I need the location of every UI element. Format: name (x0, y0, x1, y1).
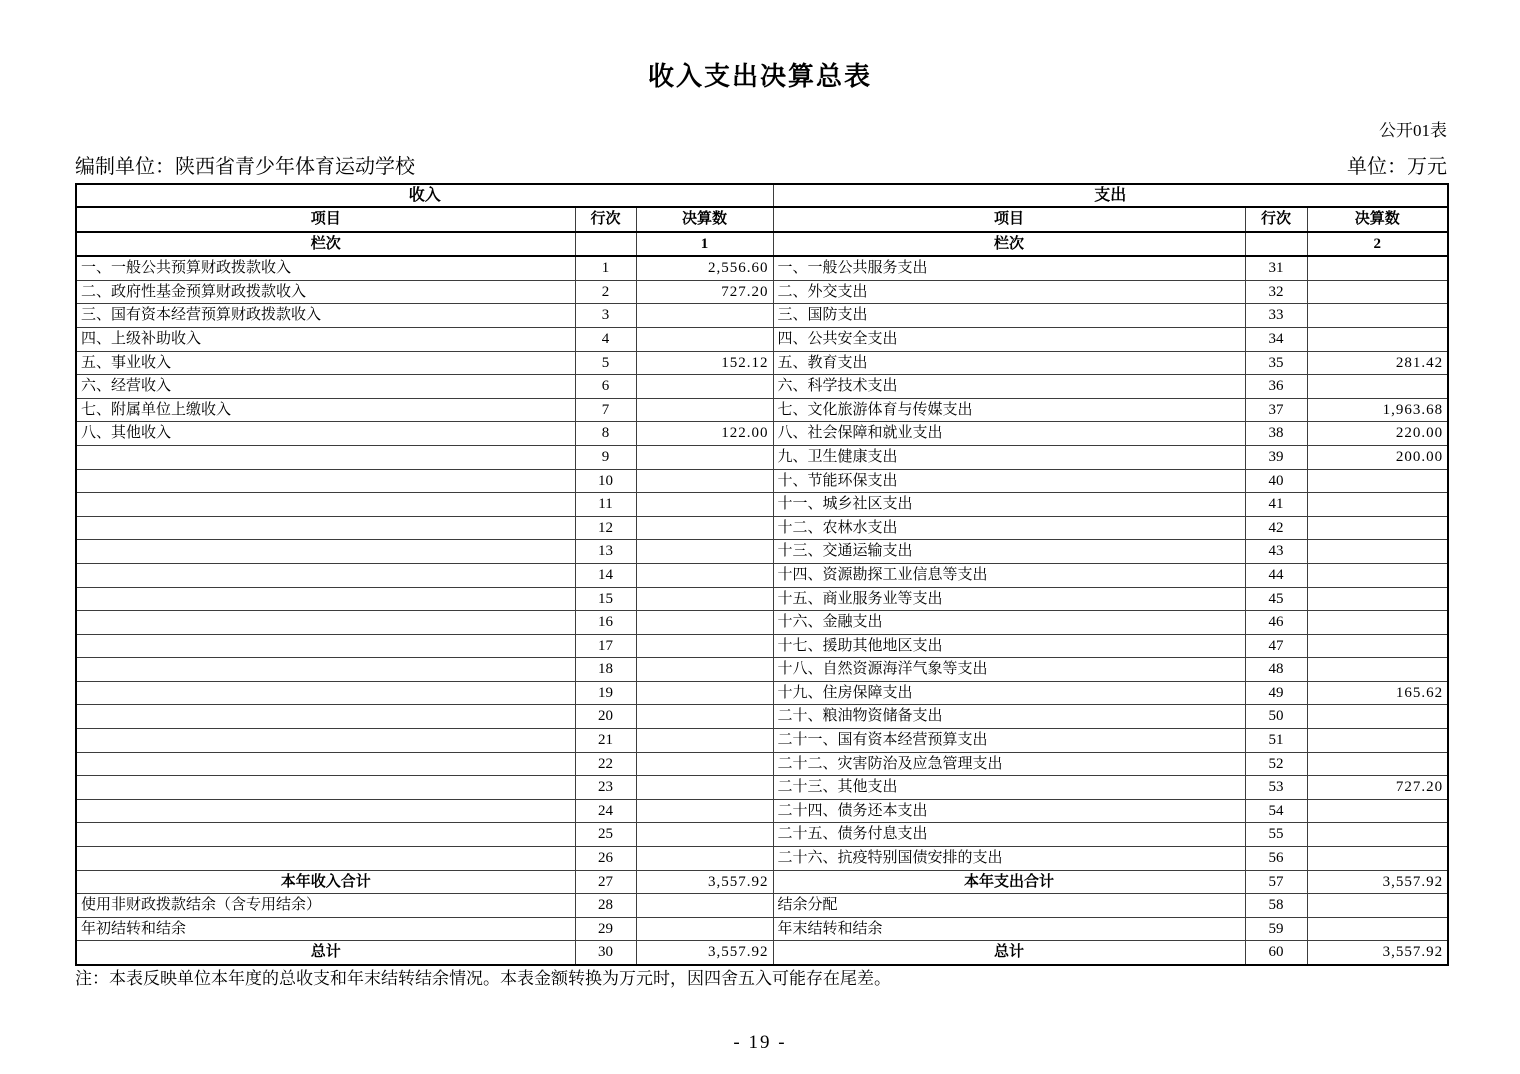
income-item-cell: 总计 (76, 941, 575, 965)
expense-rowno-cell: 43 (1245, 540, 1307, 564)
expense-rowno-cell: 33 (1245, 304, 1307, 328)
expense-item-cell: 本年支出合计 (773, 870, 1245, 894)
table-body (76, 256, 1448, 965)
income-rowno-cell: 16 (575, 611, 636, 635)
expense-item-cell: 七、文化旅游体育与传媒支出 (773, 398, 1245, 422)
income-item-cell: 五、事业收入 (76, 351, 575, 375)
expense-amount-cell (1307, 894, 1448, 918)
expense-item-cell: 二十六、抗疫特别国债安排的支出 (773, 847, 1245, 871)
table-row (76, 493, 1448, 517)
expense-rowno-cell: 60 (1245, 941, 1307, 965)
income-rowno-cell: 17 (575, 634, 636, 658)
income-amount-cell (636, 894, 773, 918)
expense-rowno-cell: 52 (1245, 752, 1307, 776)
expense-amount-cell (1307, 847, 1448, 871)
expense-rowno-cell: 39 (1245, 445, 1307, 469)
table-row (76, 327, 1448, 351)
income-item-cell (76, 493, 575, 517)
table-row (76, 540, 1448, 564)
table-row (76, 375, 1448, 399)
income-item-cell: 三、国有资本经营预算财政拨款收入 (76, 304, 575, 328)
income-item-cell: 一、一般公共预算财政拨款收入 (76, 256, 575, 280)
income-item-cell: 二、政府性基金预算财政拨款收入 (76, 280, 575, 304)
table-row (76, 894, 1448, 918)
table-row (76, 658, 1448, 682)
income-item-cell (76, 634, 575, 658)
expense-amount-cell (1307, 516, 1448, 540)
prepared-by-label: 编制单位：陕西省青少年体育运动学校 (75, 156, 415, 178)
income-rowno-cell: 14 (575, 563, 636, 587)
income-section-header: 收入 (76, 184, 773, 207)
income-amount-cell: 727.20 (636, 280, 773, 304)
income-amount-cell (636, 304, 773, 328)
income-amount-cell (636, 563, 773, 587)
expense-amount-cell (1307, 658, 1448, 682)
expense-item-cell: 十二、农林水支出 (773, 516, 1245, 540)
table-row (76, 776, 1448, 800)
expense-rowno-cell: 44 (1245, 563, 1307, 587)
income-rowno-cell: 27 (575, 870, 636, 894)
income-rowno-cell: 25 (575, 823, 636, 847)
income-lanci-rowno-cell (575, 232, 636, 257)
expense-item-cell: 二、外交支出 (773, 280, 1245, 304)
table-row (76, 516, 1448, 540)
income-rowno-cell: 4 (575, 327, 636, 351)
column-index-row (76, 232, 1448, 257)
income-item-cell (76, 563, 575, 587)
expense-item-cell: 十七、援助其他地区支出 (773, 634, 1245, 658)
income-amount-cell: 122.00 (636, 422, 773, 446)
income-amount-cell: 2,556.60 (636, 256, 773, 280)
expense-rowno-cell: 45 (1245, 587, 1307, 611)
footnote: 注：本表反映单位本年度的总收支和年末结转结余情况。本表金额转换为万元时，因四舍五入可能存在尾差。 (75, 969, 891, 988)
expense-amount-cell (1307, 327, 1448, 351)
expense-item-cell: 十、节能环保支出 (773, 469, 1245, 493)
expense-amount-cell: 200.00 (1307, 445, 1448, 469)
table-row (76, 422, 1448, 446)
income-rowno-cell: 10 (575, 469, 636, 493)
income-item-cell (76, 469, 575, 493)
expense-amount-cell (1307, 799, 1448, 823)
expense-rowno-cell: 56 (1245, 847, 1307, 871)
accounts-table (75, 183, 1449, 966)
expense-rowno-cell: 41 (1245, 493, 1307, 517)
income-item-cell (76, 752, 575, 776)
expense-rowno-cell: 46 (1245, 611, 1307, 635)
expense-rowno-cell: 57 (1245, 870, 1307, 894)
income-item-cell (76, 847, 575, 871)
income-amount-cell (636, 327, 773, 351)
income-amount-cell (636, 611, 773, 635)
expense-amount-cell (1307, 493, 1448, 517)
table-row (76, 681, 1448, 705)
income-amount-cell: 3,557.92 (636, 870, 773, 894)
income-rowno-cell: 30 (575, 941, 636, 965)
table-row (76, 611, 1448, 635)
income-amount-cell (636, 469, 773, 493)
income-rowno-cell: 11 (575, 493, 636, 517)
table-row (76, 634, 1448, 658)
income-amount-cell (636, 634, 773, 658)
table-row (76, 847, 1448, 871)
expense-item-cell: 一、一般公共服务支出 (773, 256, 1245, 280)
expense-amount-cell (1307, 304, 1448, 328)
expense-rowno-cell: 31 (1245, 256, 1307, 280)
expense-rowno-cell: 36 (1245, 375, 1307, 399)
income-column-index: 1 (636, 232, 773, 257)
expense-item-cell: 六、科学技术支出 (773, 375, 1245, 399)
income-item-cell (76, 540, 575, 564)
income-item-cell: 使用非财政拨款结余（含专用结余） (76, 894, 575, 918)
expense-rowno-cell: 54 (1245, 799, 1307, 823)
expense-rowno-cell: 55 (1245, 823, 1307, 847)
income-rowno-cell: 28 (575, 894, 636, 918)
page-title: 收入支出决算总表 (647, 62, 872, 91)
income-rowno-cell: 2 (575, 280, 636, 304)
table-row (76, 280, 1448, 304)
table-row (76, 304, 1448, 328)
expense-item-cell: 十六、金融支出 (773, 611, 1245, 635)
table-row (76, 563, 1448, 587)
income-amount-cell (636, 516, 773, 540)
income-amount-cell (636, 847, 773, 871)
income-amount-cell (636, 493, 773, 517)
expense-column-index: 2 (1307, 232, 1448, 257)
expense-item-cell: 十九、住房保障支出 (773, 681, 1245, 705)
expense-amount-cell: 727.20 (1307, 776, 1448, 800)
expense-item-cell: 八、社会保障和就业支出 (773, 422, 1245, 446)
table-row (76, 587, 1448, 611)
expense-rowno-cell: 51 (1245, 729, 1307, 753)
income-lanci-label: 栏次 (76, 232, 575, 257)
expense-rowno-cell: 53 (1245, 776, 1307, 800)
income-amount-cell (636, 729, 773, 753)
expense-amount-cell (1307, 917, 1448, 941)
expense-amount-cell (1307, 563, 1448, 587)
expense-rowno-cell: 49 (1245, 681, 1307, 705)
expense-amount-cell (1307, 705, 1448, 729)
income-rowno-cell: 26 (575, 847, 636, 871)
expense-amount-cell (1307, 256, 1448, 280)
expense-amount-cell (1307, 469, 1448, 493)
expense-item-cell: 十三、交通运输支出 (773, 540, 1245, 564)
income-rowno-cell: 12 (575, 516, 636, 540)
expense-lanci-label: 栏次 (773, 232, 1245, 257)
expense-amount-cell (1307, 634, 1448, 658)
expense-item-cell: 五、教育支出 (773, 351, 1245, 375)
income-rowno-cell: 7 (575, 398, 636, 422)
expense-amount-cell (1307, 375, 1448, 399)
income-rowno-cell: 8 (575, 422, 636, 446)
expense-rowno-cell: 47 (1245, 634, 1307, 658)
expense-rowno-cell: 35 (1245, 351, 1307, 375)
expense-rowno-cell: 38 (1245, 422, 1307, 446)
income-amount-cell (636, 752, 773, 776)
income-rowno-cell: 9 (575, 445, 636, 469)
income-rowno-cell: 5 (575, 351, 636, 375)
income-amount-header: 决算数 (636, 207, 773, 232)
income-rowno-cell: 1 (575, 256, 636, 280)
income-item-header: 项目 (76, 207, 575, 232)
income-item-cell (76, 587, 575, 611)
table-row (76, 351, 1448, 375)
table-head (76, 184, 1448, 256)
income-rowno-cell: 24 (575, 799, 636, 823)
expense-amount-cell: 165.62 (1307, 681, 1448, 705)
expense-item-header: 项目 (773, 207, 1245, 232)
income-rowno-cell: 21 (575, 729, 636, 753)
expense-item-cell: 二十四、债务还本支出 (773, 799, 1245, 823)
page-number: - 19 - (733, 1032, 787, 1053)
expense-item-cell: 二十二、灾害防治及应急管理支出 (773, 752, 1245, 776)
income-item-cell: 年初结转和结余 (76, 917, 575, 941)
income-amount-cell (636, 398, 773, 422)
unit-label: 单位：万元 (1347, 156, 1447, 178)
income-item-cell (76, 776, 575, 800)
expense-section-header: 支出 (773, 184, 1448, 207)
income-amount-cell (636, 823, 773, 847)
expense-item-cell: 九、卫生健康支出 (773, 445, 1245, 469)
income-amount-cell: 3,557.92 (636, 941, 773, 965)
column-header-row (76, 207, 1448, 232)
income-rowno-cell: 6 (575, 375, 636, 399)
expense-item-cell: 十八、自然资源海洋气象等支出 (773, 658, 1245, 682)
expense-item-cell: 十一、城乡社区支出 (773, 493, 1245, 517)
income-amount-cell (636, 681, 773, 705)
expense-amount-cell (1307, 540, 1448, 564)
table-row (76, 445, 1448, 469)
income-item-cell (76, 705, 575, 729)
income-item-cell: 六、经营收入 (76, 375, 575, 399)
income-amount-cell: 152.12 (636, 351, 773, 375)
expense-item-cell: 三、国防支出 (773, 304, 1245, 328)
expense-rowno-cell: 34 (1245, 327, 1307, 351)
income-rowno-cell: 3 (575, 304, 636, 328)
income-item-cell (76, 681, 575, 705)
expense-amount-cell (1307, 823, 1448, 847)
expense-amount-cell: 3,557.92 (1307, 870, 1448, 894)
expense-amount-cell: 1,963.68 (1307, 398, 1448, 422)
expense-amount-cell (1307, 280, 1448, 304)
table-row (76, 729, 1448, 753)
expense-amount-cell (1307, 752, 1448, 776)
income-item-cell (76, 658, 575, 682)
expense-item-cell: 结余分配 (773, 894, 1245, 918)
income-item-cell: 四、上级补助收入 (76, 327, 575, 351)
expense-item-cell: 四、公共安全支出 (773, 327, 1245, 351)
table-row (76, 705, 1448, 729)
expense-rowno-cell: 50 (1245, 705, 1307, 729)
income-item-cell: 七、附属单位上缴收入 (76, 398, 575, 422)
income-item-cell: 八、其他收入 (76, 422, 575, 446)
expense-amount-cell (1307, 611, 1448, 635)
expense-rowno-cell: 42 (1245, 516, 1307, 540)
income-amount-cell (636, 445, 773, 469)
income-amount-cell (636, 658, 773, 682)
expense-rowno-cell: 48 (1245, 658, 1307, 682)
table-row (76, 469, 1448, 493)
table-row (76, 752, 1448, 776)
income-rowno-cell: 18 (575, 658, 636, 682)
income-item-cell (76, 823, 575, 847)
expense-item-cell: 二十三、其他支出 (773, 776, 1245, 800)
income-rowno-cell: 15 (575, 587, 636, 611)
table-row (76, 398, 1448, 422)
income-amount-cell (636, 917, 773, 941)
income-amount-cell (636, 587, 773, 611)
expense-item-cell: 年末结转和结余 (773, 917, 1245, 941)
income-item-cell (76, 799, 575, 823)
expense-rowno-cell: 59 (1245, 917, 1307, 941)
income-amount-cell (636, 705, 773, 729)
expense-rowno-cell: 40 (1245, 469, 1307, 493)
expense-item-cell: 二十一、国有资本经营预算支出 (773, 729, 1245, 753)
income-item-cell (76, 445, 575, 469)
income-rowno-cell: 23 (575, 776, 636, 800)
expense-item-cell: 十五、商业服务业等支出 (773, 587, 1245, 611)
expense-amount-cell (1307, 729, 1448, 753)
expense-amount-cell: 281.42 (1307, 351, 1448, 375)
table-row (76, 799, 1448, 823)
income-item-cell: 本年收入合计 (76, 870, 575, 894)
expense-amount-cell: 3,557.92 (1307, 941, 1448, 965)
expense-amount-header: 决算数 (1307, 207, 1448, 232)
income-item-cell (76, 516, 575, 540)
income-rowno-cell: 20 (575, 705, 636, 729)
expense-rowno-cell: 58 (1245, 894, 1307, 918)
section-header-row (76, 184, 1448, 207)
table-row (76, 917, 1448, 941)
income-amount-cell (636, 776, 773, 800)
table-row (76, 256, 1448, 280)
expense-item-cell: 十四、资源勘探工业信息等支出 (773, 563, 1245, 587)
income-rowno-cell: 22 (575, 752, 636, 776)
expense-rowno-header: 行次 (1245, 207, 1307, 232)
income-item-cell (76, 611, 575, 635)
expense-item-cell: 二十五、债务付息支出 (773, 823, 1245, 847)
income-rowno-cell: 29 (575, 917, 636, 941)
income-rowno-cell: 19 (575, 681, 636, 705)
expense-lanci-rowno-cell (1245, 232, 1307, 257)
expense-amount-cell (1307, 587, 1448, 611)
expense-rowno-cell: 37 (1245, 398, 1307, 422)
income-amount-cell (636, 540, 773, 564)
expense-amount-cell: 220.00 (1307, 422, 1448, 446)
income-item-cell (76, 729, 575, 753)
table-row (76, 823, 1448, 847)
income-amount-cell (636, 799, 773, 823)
table-row (76, 941, 1448, 965)
income-rowno-cell: 13 (575, 540, 636, 564)
income-rowno-header: 行次 (575, 207, 636, 232)
expense-item-cell: 总计 (773, 941, 1245, 965)
table-row (76, 870, 1448, 894)
expense-rowno-cell: 32 (1245, 280, 1307, 304)
table-code-label: 公开01表 (1379, 121, 1447, 140)
expense-item-cell: 二十、粮油物资储备支出 (773, 705, 1245, 729)
income-amount-cell (636, 375, 773, 399)
